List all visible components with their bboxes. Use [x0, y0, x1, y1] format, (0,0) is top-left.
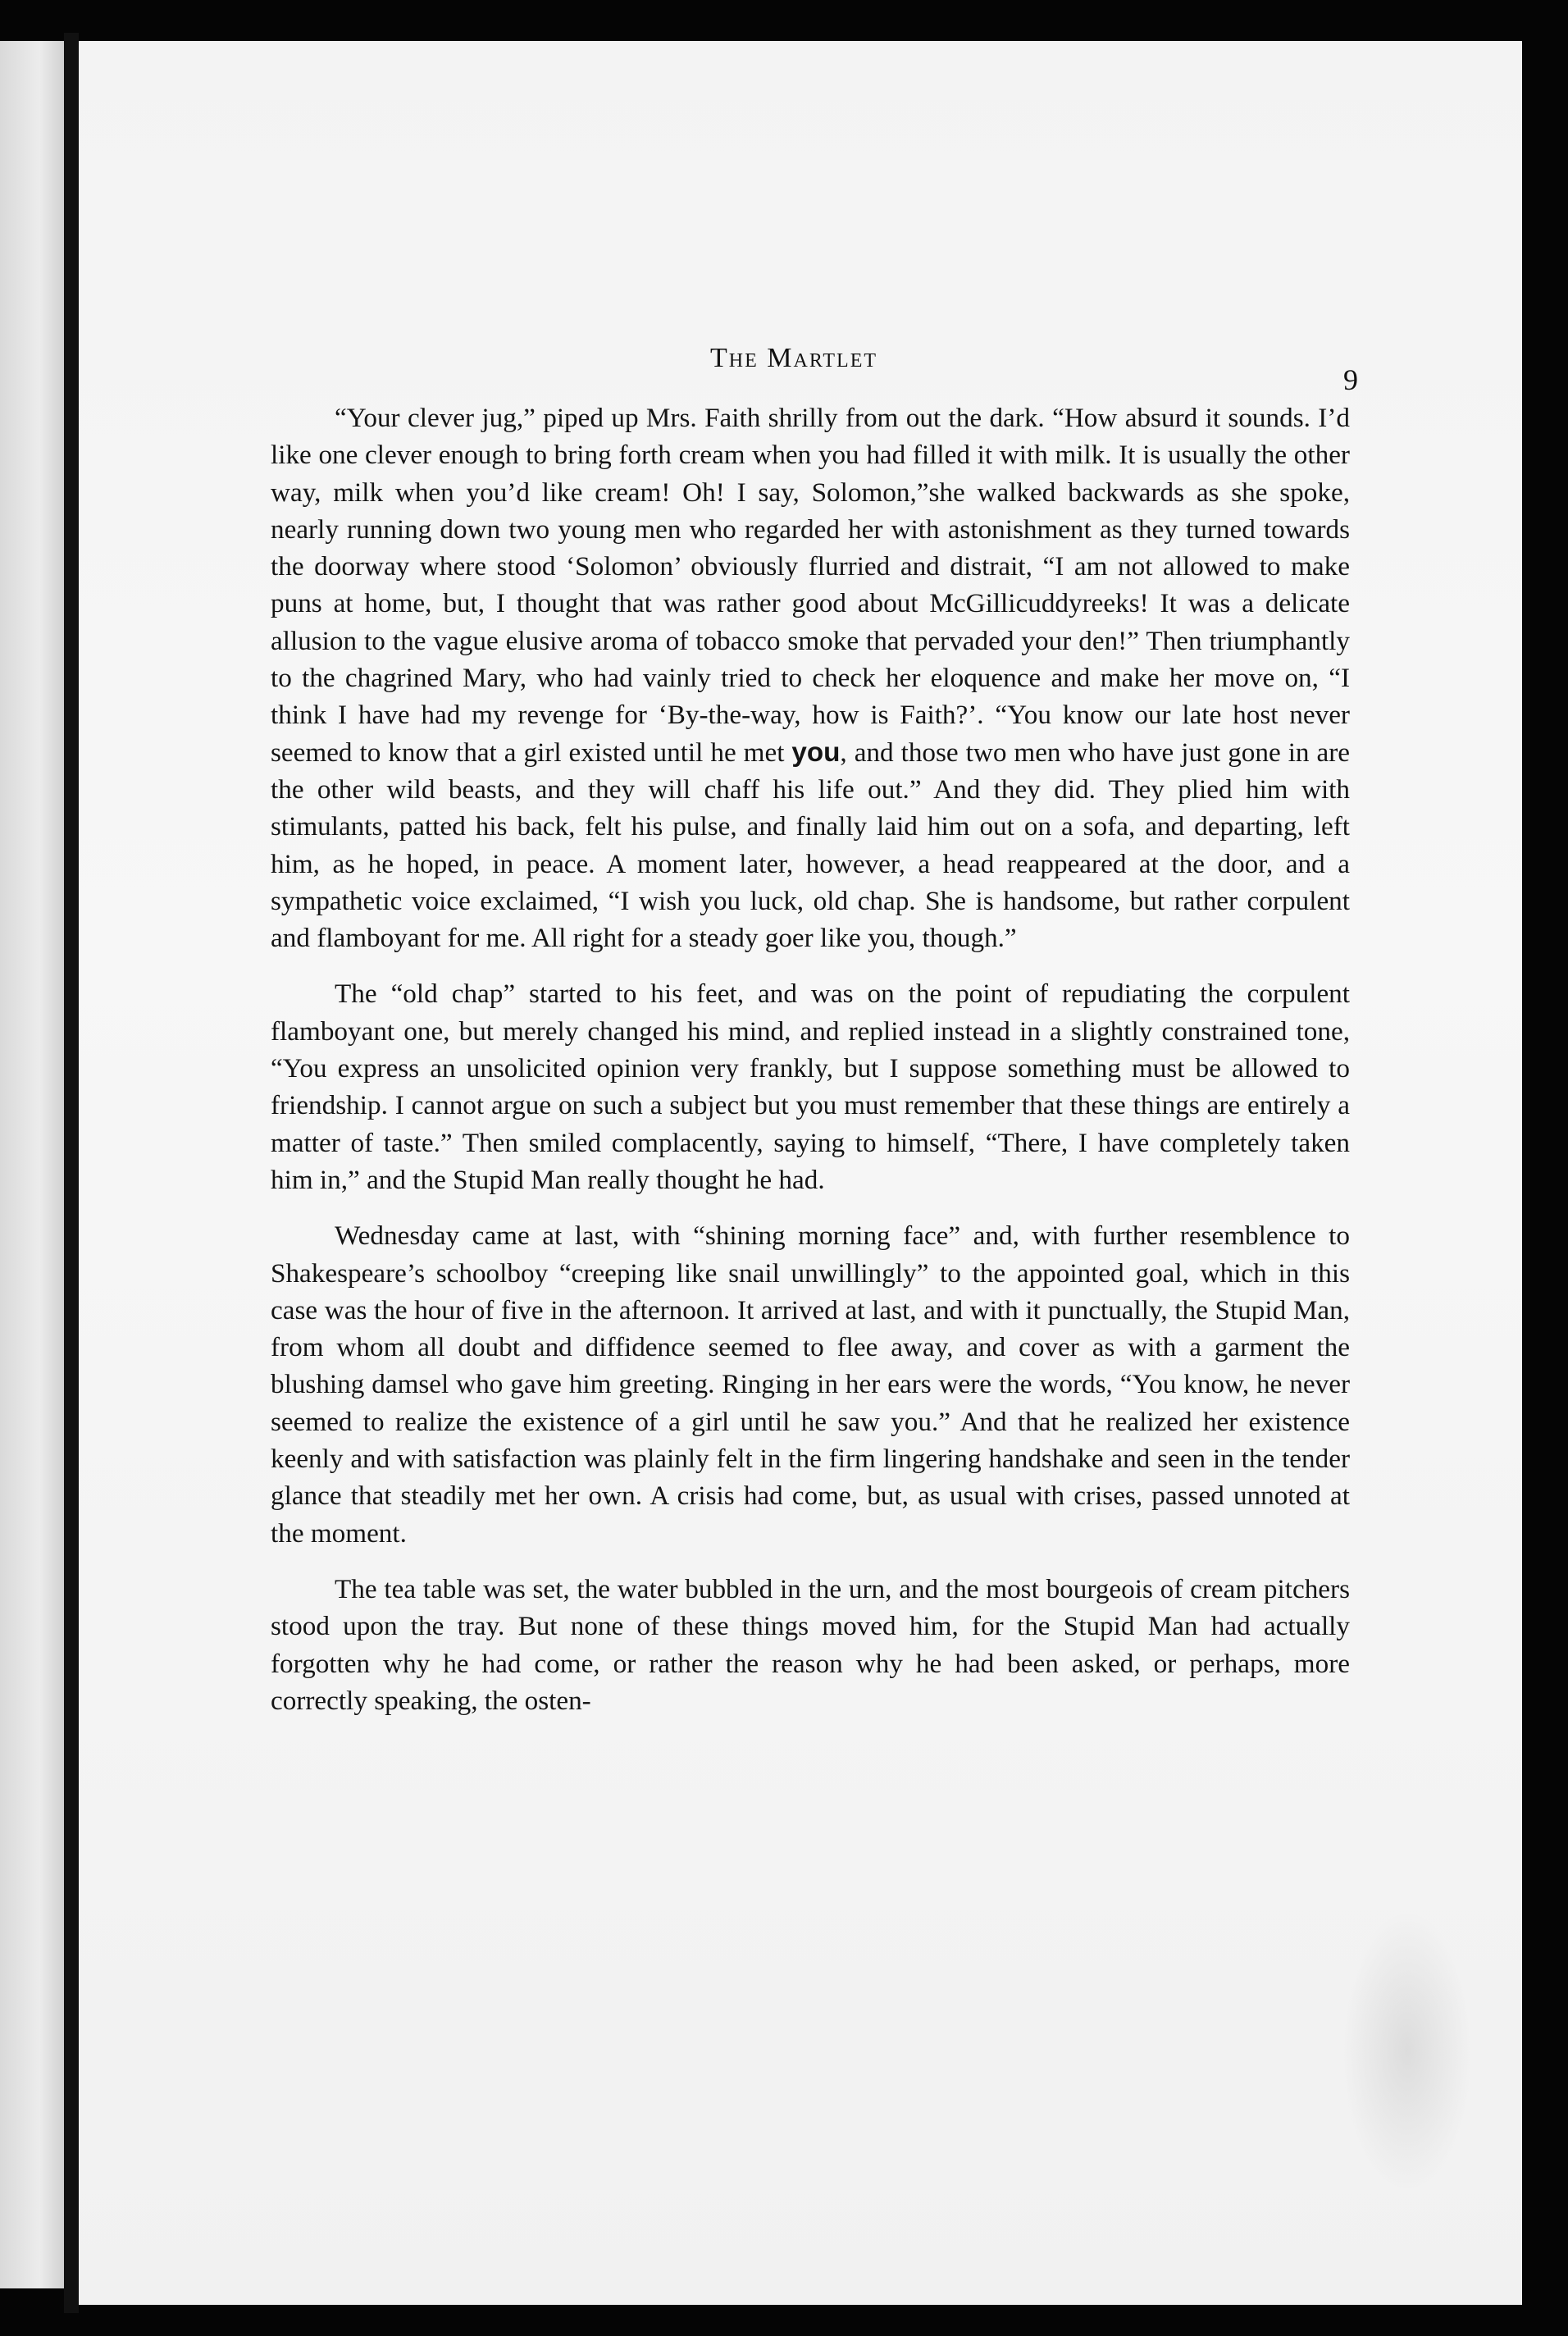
page-header [79, 343, 1522, 396]
paragraph [271, 399, 1350, 956]
emphasized-word: you [791, 737, 841, 768]
paragraph: The “old chap” started to his feet, and was on the point of repudiating the corpulent flamboyant one, but merely changed his mind, and replied instead in a slightly constrained tone, “You express an unsolicited opinion very frankly, but I suppose something must be allowed to friendship. I cannot argue on such a subject but you must remember that these things are entirely a matter of taste.” Then smiled complacently, saying to himself, “There, I have completely taken him in,” and the Stupid Man really thought he had. [271, 979, 1350, 1195]
facing-page-edge [0, 41, 66, 2288]
running-title: The Martlet [710, 343, 878, 373]
page-stain [1342, 1911, 1473, 2190]
book-gutter [64, 33, 79, 2313]
body-text [271, 399, 1350, 1738]
paragraph-text: “Your clever jug,” piped up Mrs. Faith shrilly from out the dark. “How absurd it sounds. I’d like one clever enough to bring forth cream when you had filled it with milk. It is usually the other way, milk when you’d like cream! Oh! I say, Solomon,”she walked backwards as she spoke, nearly running down two young men who regarded her with astonishment as they turned towards the doorway where stood ‘Solomon’ obviously flurried and distrait, “I am not allowed to make puns at home, but, I thought that was rather good about McGillicuddyreeks! It was a delicate allusion to the vague elusive aroma of tobacco smoke that pervaded your den!” Then triumphantly to the chagrined Mary, who had vainly tried to check her eloquence and make her move on, “I think I have had my revenge for ‘By-the-way, how is Faith?’. “You know our late host never seemed to know that a girl existed until he met [271, 403, 1350, 768]
page-number: 9 [1343, 363, 1358, 396]
paragraph: Wednesday came at last, with “shining morning face” and, with further resemblence to Shakespeare’s schoolboy “creeping like snail unwillingly” to the appointed goal, which in this case was the hour of five in the afternoon. It arrived at last, and with it punctually, the Stupid Man, from whom all doubt and diffidence seemed to flee away, and cover as with a garment the blushing damsel who gave him greeting. Ringing in her ears were the words, “You know, he never seemed to realize the existence of a girl until he saw you.” And that he realized her existence keenly and with satisfaction was plainly felt in the firm lingering handshake and seen in the tender glance that steadily met her own. A crisis had come, but, as usual with crises, passed unnoted at the moment. [271, 1220, 1350, 1549]
paragraph: The tea table was set, the water bubbled in the urn, and the most bourgeois of cream pitchers stood upon the tray. But none of these things moved him, for the Stupid Man had actually forgotten why he had come, or rather the reason why he had been asked, or perhaps, more correctly speaking, the osten- [271, 1573, 1350, 1716]
paragraph-text: , and those two men who have just gone in are the other wild beasts, and they will chaff his life out.” And they did. They plied him with stimulants, patted his back, felt his pulse, and finally laid him out on a sofa, and departing, left him, as he hoped, in peace. A moment later, however, a head reappeared at the door, and a sympathetic voice exclaimed, “I wish you luck, old chap. She is handsome, but rather corpulent and flamboyant for me. All right for a steady goer like you, though.” [271, 737, 1350, 954]
